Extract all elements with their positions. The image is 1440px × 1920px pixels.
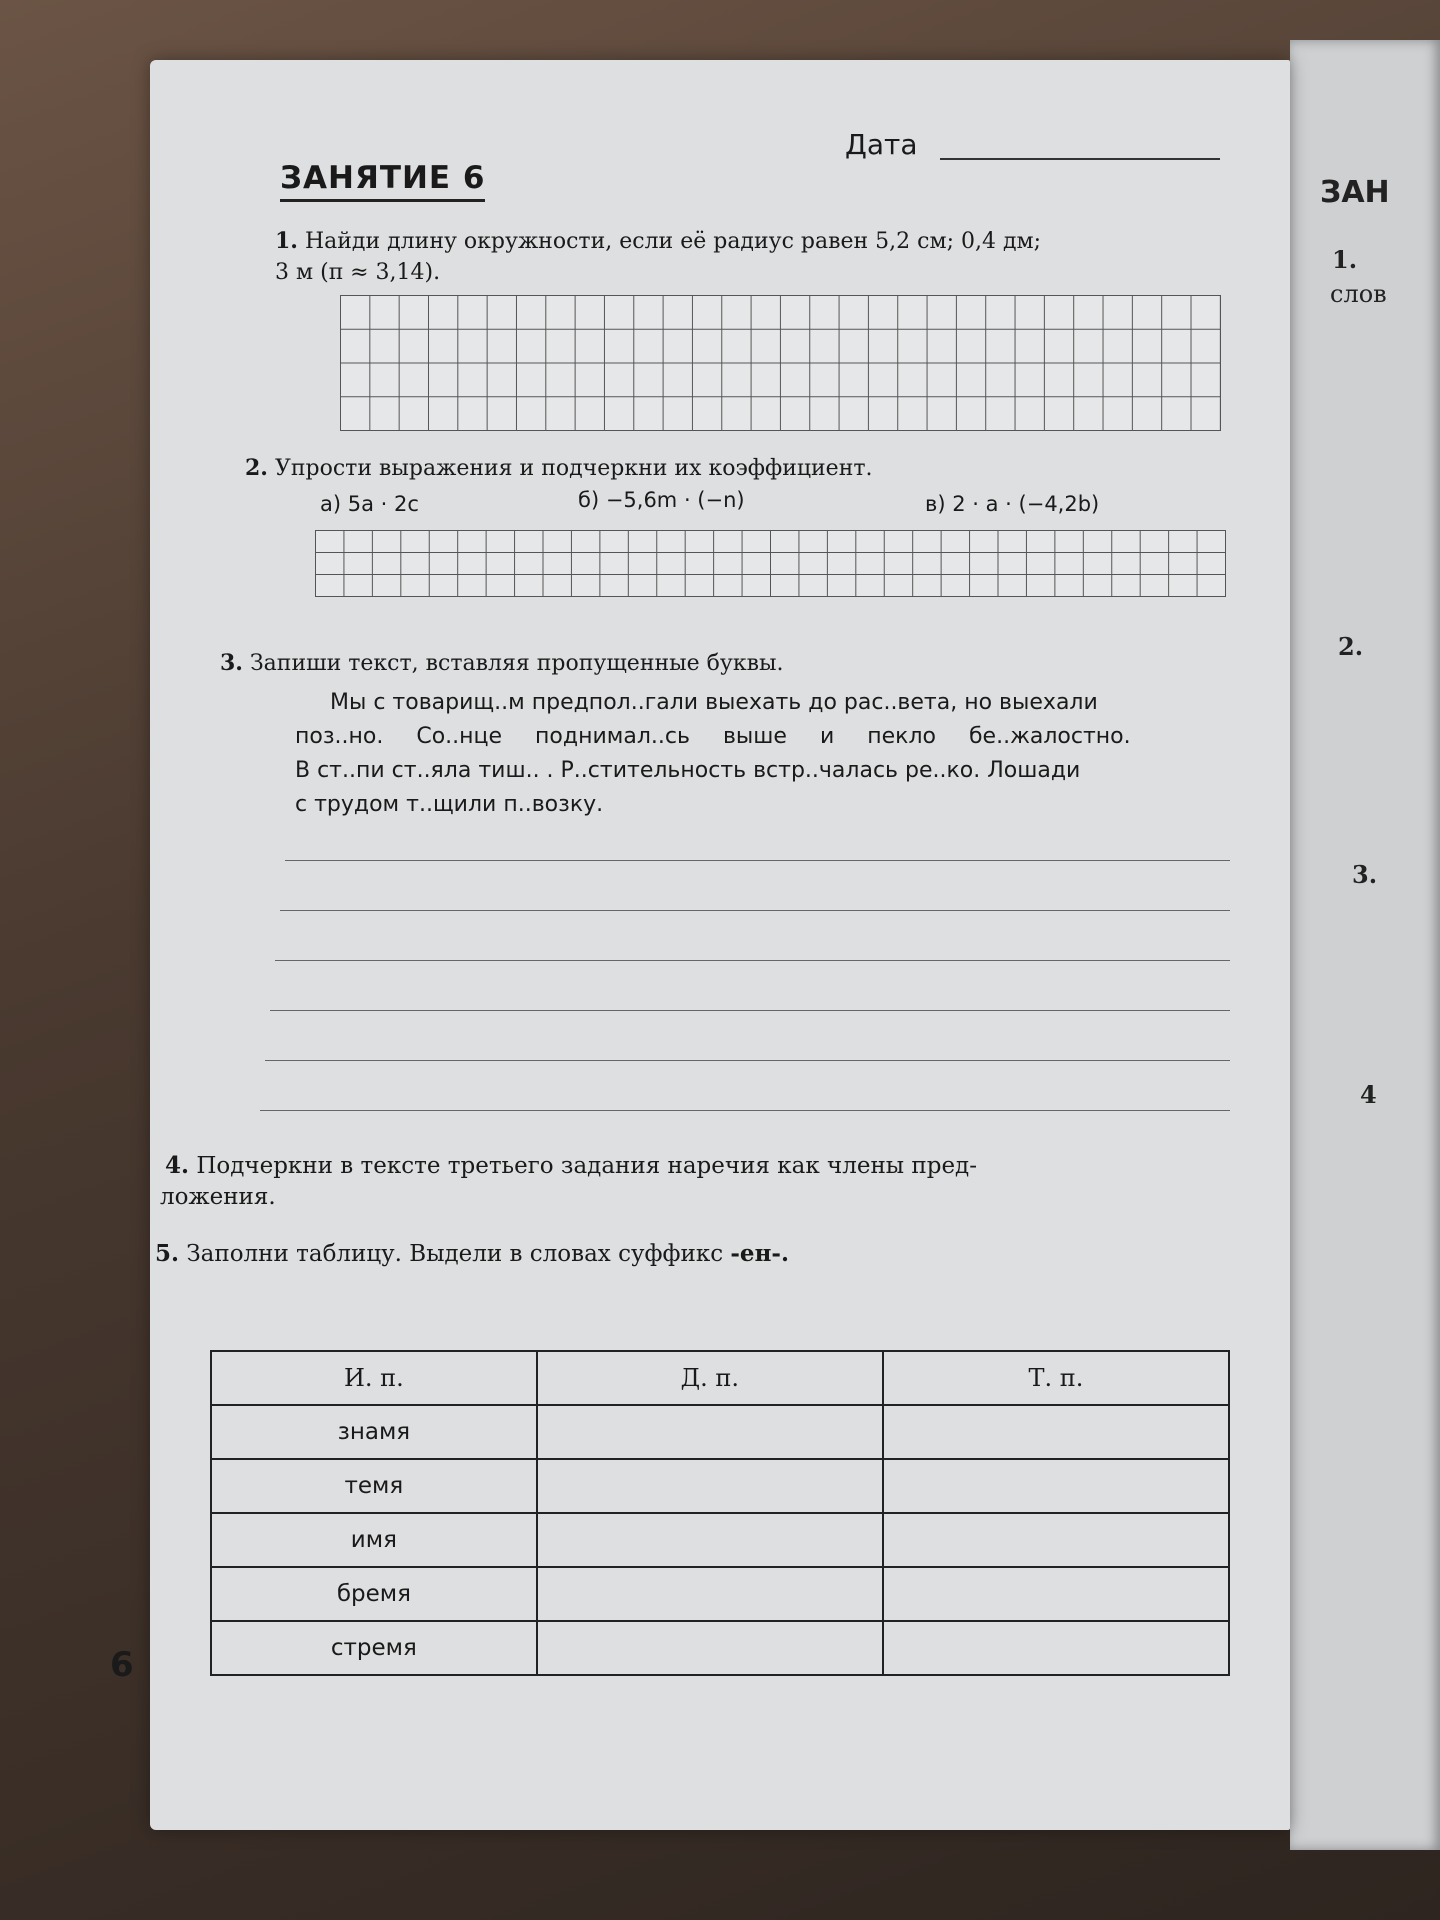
- table-row: [211, 1567, 1229, 1621]
- table-cell-answer[interactable]: [883, 1567, 1229, 1621]
- facing-page-task4-fragment: 4: [1360, 1080, 1377, 1109]
- column-header-dative: Д. п.: [537, 1351, 883, 1405]
- task5-suffix: -ен-.: [730, 1240, 789, 1267]
- table-cell-word: темя: [211, 1459, 537, 1513]
- task1-number: 1.: [275, 228, 298, 254]
- table-row: [211, 1405, 1229, 1459]
- table-cell-answer[interactable]: [537, 1405, 883, 1459]
- facing-page: [1290, 40, 1440, 1850]
- task2-expression-a: а) 5a · 2c: [320, 492, 419, 516]
- task2-text: Упрости выражения и подчеркни их коэффициент.: [274, 456, 873, 481]
- table-cell-answer[interactable]: [883, 1513, 1229, 1567]
- task3-passage-line1: Мы с товарищ..м предпол..гали выехать до рас..вета, но выехали: [330, 690, 1098, 715]
- facing-page-title-fragment: ЗАН: [1320, 175, 1390, 210]
- table-cell-word: имя: [211, 1513, 537, 1567]
- table-cell-answer[interactable]: [537, 1567, 883, 1621]
- table-cell-word: стремя: [211, 1621, 537, 1675]
- task5-line: [155, 1240, 789, 1267]
- task5-text: Заполни таблицу. Выдели в словах суффикс: [186, 1241, 724, 1267]
- column-header-instrumental: Т. п.: [883, 1351, 1229, 1405]
- table-cell-answer[interactable]: [537, 1459, 883, 1513]
- task1-answer-grid[interactable]: [340, 295, 1221, 431]
- task3-line: [220, 650, 784, 676]
- writing-line[interactable]: [260, 1110, 1230, 1111]
- table-cell-answer[interactable]: [883, 1459, 1229, 1513]
- table-row: [211, 1459, 1229, 1513]
- lesson-title: ЗАНЯТИЕ 6: [280, 160, 485, 202]
- task1-line1: [275, 228, 1041, 254]
- table-cell-answer[interactable]: [537, 1621, 883, 1675]
- facing-page-word-fragment: слов: [1330, 280, 1387, 308]
- task4-text: Подчеркни в тексте третьего задания наречия как члены пред-: [196, 1153, 977, 1179]
- table-cell-answer[interactable]: [883, 1621, 1229, 1675]
- table-cell-answer[interactable]: [883, 1405, 1229, 1459]
- facing-page-task2-fragment: 2.: [1338, 632, 1364, 661]
- table-cell-answer[interactable]: [537, 1513, 883, 1567]
- task2-expression-c: в) 2 · a · (−4,2b): [925, 492, 1100, 516]
- task5-number: 5.: [155, 1240, 180, 1267]
- task1-text: Найди длину окружности, если её радиус равен 5,2 см; 0,4 дм;: [304, 229, 1042, 254]
- table-row: [211, 1621, 1229, 1675]
- task3-passage-line3: В ст..пи ст..яла тиш.. . Р..стительность встр..чалась ре..ко. Лошади: [295, 758, 1081, 783]
- declension-table: [210, 1350, 1230, 1676]
- task2-number: 2.: [245, 455, 268, 481]
- writing-line[interactable]: [270, 1010, 1230, 1011]
- writing-line[interactable]: [280, 910, 1230, 911]
- task1-text-line2: 3 м (π ≈ 3,14).: [275, 260, 441, 285]
- column-header-nominative: И. п.: [211, 1351, 537, 1405]
- table-row: [211, 1513, 1229, 1567]
- facing-page-task1-fragment: 1.: [1332, 245, 1358, 274]
- facing-page-task3-fragment: 3.: [1352, 860, 1378, 889]
- page-number: 6: [110, 1645, 134, 1685]
- task3-number: 3.: [220, 650, 243, 676]
- task4-line1: [165, 1152, 977, 1179]
- writing-line[interactable]: [285, 860, 1230, 861]
- task2-expression-b: б) −5,6m · (−n): [578, 488, 745, 512]
- table-header-row: [211, 1351, 1229, 1405]
- task4-text-line2: ложения.: [160, 1184, 276, 1210]
- task3-text: Запиши текст, вставляя пропущенные буквы.: [249, 651, 784, 676]
- date-input-line[interactable]: [940, 158, 1220, 160]
- table-cell-word: бремя: [211, 1567, 537, 1621]
- date-label: Дата: [845, 128, 918, 161]
- task2-answer-grid[interactable]: [315, 530, 1226, 597]
- task3-passage-line4: с трудом т..щили п..возку.: [295, 792, 604, 817]
- task3-passage-line2: поз..но. Со..нце поднимал..сь выше и пекло бе..жалостно.: [295, 724, 1131, 749]
- task2-line: [245, 455, 873, 481]
- writing-line[interactable]: [275, 960, 1230, 961]
- table-cell-word: знамя: [211, 1405, 537, 1459]
- task4-number: 4.: [165, 1152, 190, 1179]
- workbook-page: [110, 60, 1290, 1830]
- writing-line[interactable]: [265, 1060, 1230, 1061]
